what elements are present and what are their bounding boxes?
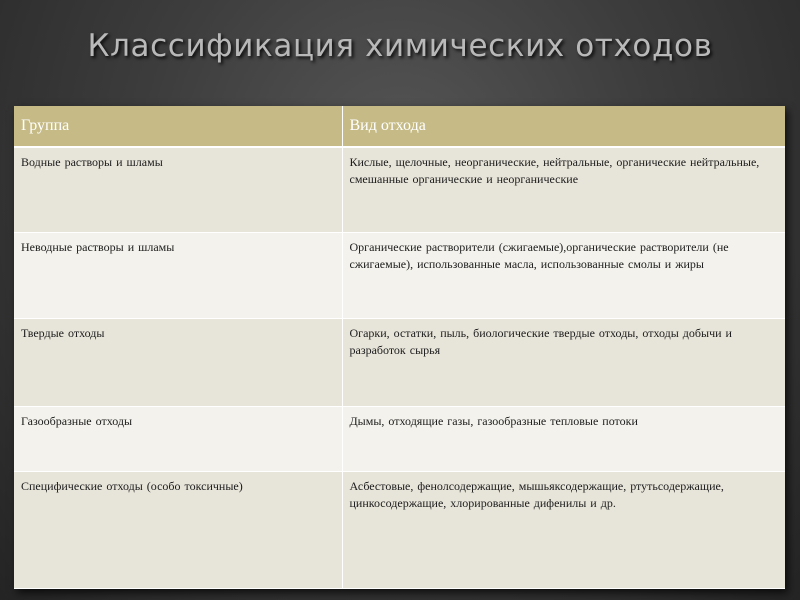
table-row — [14, 406, 785, 471]
column-header-group: Группа — [14, 106, 342, 147]
waste-type-cell: Огарки, остатки, пыль, биологические твердые отходы, отходы добычи и разработок сырья — [342, 318, 785, 406]
waste-classification-table — [14, 106, 785, 589]
waste-type-cell: Асбестовые, фенолсодержащие, мышьяксодержащие, ртутьсодержащие, цинкосодержащие, хлорированные дифенилы и др. — [342, 471, 785, 588]
group-cell: Неводные растворы и шламы — [14, 232, 342, 318]
waste-type-cell: Дымы, отходящие газы, газообразные тепловые потоки — [342, 406, 785, 471]
group-cell: Водные растворы и шламы — [14, 147, 342, 232]
column-header-waste-type: Вид отхода — [342, 106, 785, 147]
table-row — [14, 471, 785, 588]
waste-type-cell: Кислые, щелочные, неорганические, нейтральные, органические нейтральные, смешанные органические и неорганические — [342, 147, 785, 232]
table-row — [14, 318, 785, 406]
slide-title: Классификация химических отходов — [87, 28, 713, 64]
table-row — [14, 232, 785, 318]
group-cell: Твердые отходы — [14, 318, 342, 406]
waste-type-cell: Органические растворители (сжигаемые),органические растворители (не сжигаемые), использованные масла, использованные смолы и жиры — [342, 232, 785, 318]
group-cell: Газообразные отходы — [14, 406, 342, 471]
table-row — [14, 147, 785, 232]
group-cell: Специфические отходы (особо токсичные) — [14, 471, 342, 588]
table-header-row — [14, 106, 785, 147]
